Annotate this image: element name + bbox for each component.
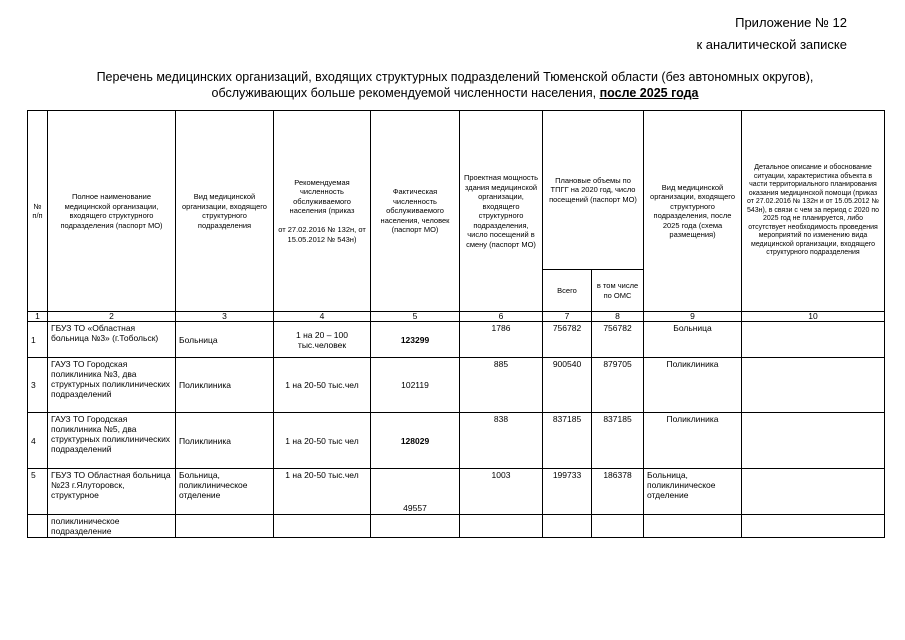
actual-population: 123299	[371, 322, 460, 358]
description	[742, 322, 885, 358]
table-row	[28, 413, 885, 469]
table-row	[28, 469, 885, 515]
type-after-2025: Поликлиника	[644, 358, 742, 413]
org-name-continued: поликлиническое подразделение	[48, 515, 176, 538]
actual-population: 49557	[371, 469, 460, 515]
recommended-population: 1 на 20 – 100 тыс.человек	[274, 322, 371, 358]
planned-total: 837185	[543, 413, 592, 469]
planned-total: 900540	[543, 358, 592, 413]
description	[742, 413, 885, 469]
header-num: № п/п	[28, 111, 48, 312]
appendix-reference: к аналитической записке	[696, 37, 847, 52]
org-type: Поликлиника	[176, 358, 274, 413]
column-number: 3	[176, 312, 274, 322]
table-row	[28, 358, 885, 413]
description	[742, 469, 885, 515]
column-number: 9	[644, 312, 742, 322]
column-number: 6	[460, 312, 543, 322]
type-after-2025: Поликлиника	[644, 413, 742, 469]
header-oms: в том числе по ОМС	[592, 270, 644, 312]
table-row	[28, 515, 885, 538]
row-number: 4	[28, 413, 48, 469]
planned-oms: 186378	[592, 469, 644, 515]
header-recommended: Рекомендуемая численность обслуживаемого населения (приказ от 27.02.2016 № 132н, от 15.05.2012 № 543н)	[274, 111, 371, 312]
planned-oms: 756782	[592, 322, 644, 358]
capacity: 1003	[460, 469, 543, 515]
recommended-population: 1 на 20-50 тыс.чел	[274, 469, 371, 515]
org-type: Больница, поликлиническое отделение	[176, 469, 274, 515]
column-number: 1	[28, 312, 48, 322]
actual-population: 128029	[371, 413, 460, 469]
column-number: 7	[543, 312, 592, 322]
org-name: ГБУЗ ТО «Областная больница №3» (г.Тобольск)	[48, 322, 176, 358]
type-after-2025: Больница, поликлиническое отделение	[644, 469, 742, 515]
actual-population: 102119	[371, 358, 460, 413]
header-name: Полное наименование медицинской организации, входящего структурного подразделения (паспорт МО)	[48, 111, 176, 312]
row-number: 5	[28, 469, 48, 515]
organizations-table	[27, 110, 885, 538]
header-actual: Фактическая численность обслуживаемого населения, человек (паспорт МО)	[371, 111, 460, 312]
title-text: Перечень медицинских организаций, входящих структурных подразделений Тюменской области (без автономных округов), обслуживающих больше рекомендуемой численности населения,	[96, 70, 814, 100]
column-number: 10	[742, 312, 885, 322]
capacity: 1786	[460, 322, 543, 358]
type-after-2025: Больница	[644, 322, 742, 358]
org-name: ГБУЗ ТО Областная больница №23 г.Ялуторовск, структурное	[48, 469, 176, 515]
column-numbers-row	[28, 312, 885, 322]
column-number: 8	[592, 312, 644, 322]
planned-oms: 837185	[592, 413, 644, 469]
column-number: 2	[48, 312, 176, 322]
appendix-number: Приложение № 12	[735, 15, 847, 30]
header-capacity: Проектная мощность здания медицинской организации, входящего структурного подразделения, число посещений в смену (паспорт МО)	[460, 111, 543, 312]
recommended-population: 1 на 20-50 тыс.чел	[274, 358, 371, 413]
description	[742, 358, 885, 413]
document-title	[60, 69, 850, 101]
column-number: 5	[371, 312, 460, 322]
row-number: 3	[28, 358, 48, 413]
planned-total: 756782	[543, 322, 592, 358]
header-after2025: Вид медицинской организации, входящего структурного подразделения, после 2025 года (схема размещения)	[644, 111, 742, 312]
title-emphasis: после 2025 года	[599, 86, 699, 100]
org-type: Поликлиника	[176, 413, 274, 469]
header-total: Всего	[543, 270, 592, 312]
header-description: Детальное описание и обоснование ситуации, характеристика объекта в части территориального планирования оказания медицинской помощи (приказ от 27.02.2016 № 132н и от 15.05.2012 № 543н), в связи с чем за период с 2020 по 2025 год не планируется, либо отсутствует необходимость проведения мероприятий по изменению вида медицинской организации, входящего структурного подразделения	[742, 111, 885, 312]
recommended-population: 1 на 20-50 тыс чел	[274, 413, 371, 469]
header-type: Вид медицинской организации, входящего структурного подразделения	[176, 111, 274, 312]
capacity: 885	[460, 358, 543, 413]
org-name: ГАУЗ ТО Городская поликлиника №3, два структурных поликлинических подразделений	[48, 358, 176, 413]
capacity: 838	[460, 413, 543, 469]
planned-oms: 879705	[592, 358, 644, 413]
org-name: ГАУЗ ТО Городская поликлиника №5, два структурных поликлинических подразделений	[48, 413, 176, 469]
row-number: 1	[28, 322, 48, 358]
column-number: 4	[274, 312, 371, 322]
org-type: Больница	[176, 322, 274, 358]
header-planned: Плановые объемы по ТПГГ на 2020 год, число посещений (паспорт МО)	[543, 111, 644, 270]
table-row	[28, 322, 885, 358]
planned-total: 199733	[543, 469, 592, 515]
